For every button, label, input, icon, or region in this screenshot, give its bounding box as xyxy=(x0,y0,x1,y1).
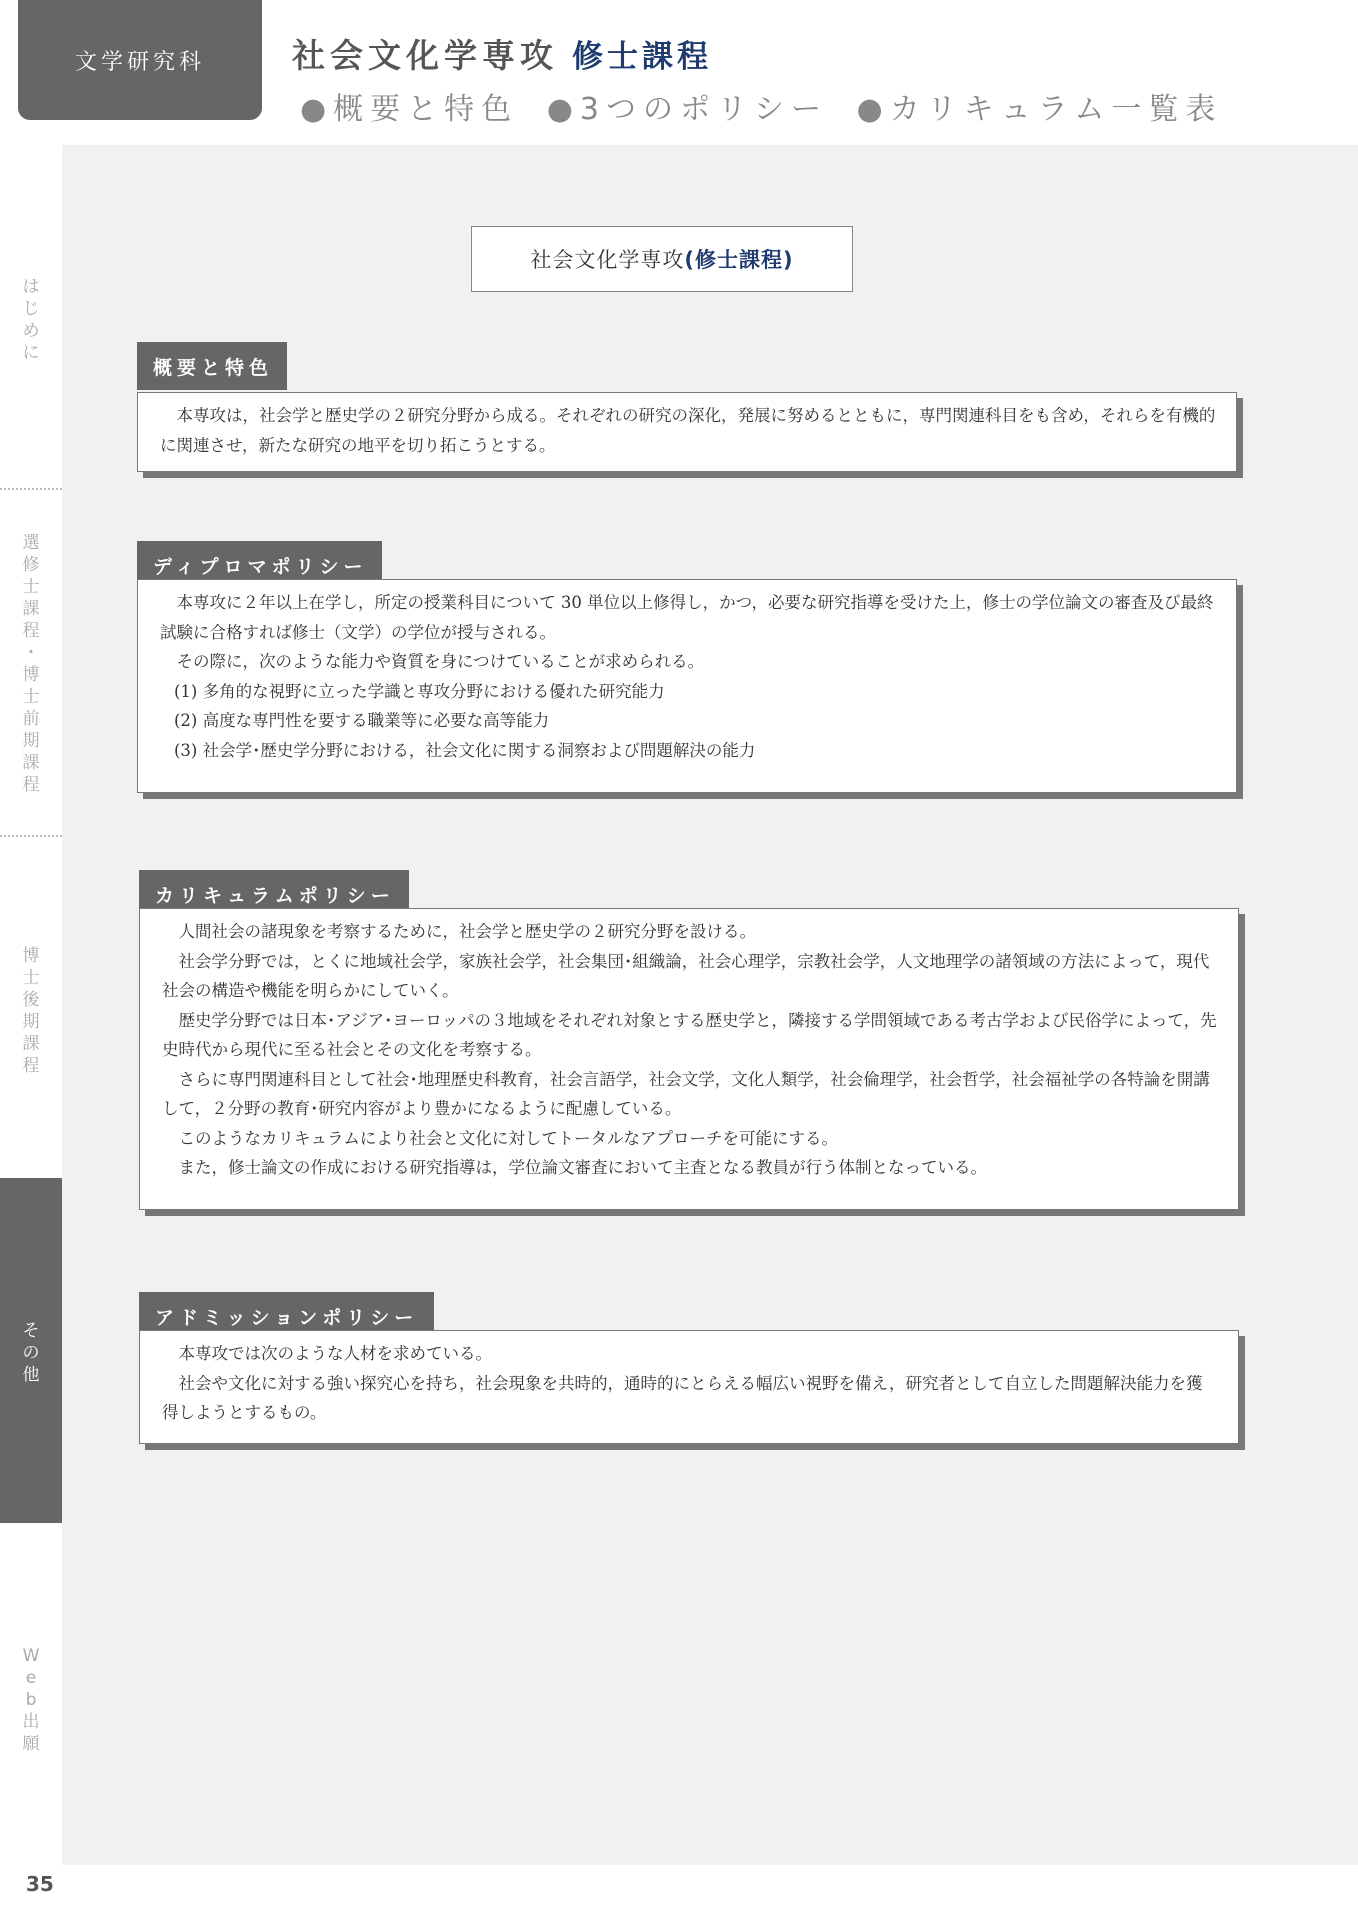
sidebar-char: 博 xyxy=(22,665,40,685)
paragraph: 本専攻に２年以上在学し，所定の授業科目について 30 単位以上修得し，かつ，必要な研究指導を受けた上，修士の学位論文の審査及び最終試験に合格すれば修士（文学）の学位が授与される。 xyxy=(160,593,1214,642)
sidebar-char: 士 xyxy=(22,687,40,707)
sidebar-char: 他 xyxy=(22,1365,40,1385)
section-body xyxy=(139,908,1239,1210)
paragraph: 社会学分野では，とくに地域社会学，家族社会学，社会集団･組織論，社会心理学，宗教社会学，人文地理学の諸領域の方法によって，現代社会の構造や機能を明らかにしていく。 xyxy=(162,951,1210,1000)
sidebar-char: 出 xyxy=(22,1712,40,1732)
nav-link-overview[interactable]: ●概要と特色 xyxy=(300,92,519,127)
sidebar-char: に xyxy=(22,343,40,363)
sidebar-item-other[interactable] xyxy=(0,1320,62,1386)
paragraph: 社会や文化に対する強い探究心を持ち，社会現象を共時的，通時的にとらえる幅広い視野を備え，研究者として自立した問題解決能力を獲得しようとするもの。 xyxy=(162,1373,1203,1422)
sidebar-char: め xyxy=(22,321,40,341)
sidebar-char: 修 xyxy=(22,555,40,575)
sidebar-char: 程 xyxy=(22,775,40,795)
sidebar-char: 期 xyxy=(22,731,40,751)
paragraph: また，修士論文の作成における研究指導は，学位論文審査において主査となる教員が行う体制となっている。 xyxy=(178,1158,987,1177)
paragraph: 歴史学分野では日本･アジア･ヨーロッパの３地域をそれぞれ対象とする歴史学と，隣接する学問領域である考古学および民俗学によって，先史時代から現代に至る社会とその文化を考察する。 xyxy=(162,1010,1217,1059)
section-admission-policy xyxy=(139,1292,1239,1444)
list-item: (1) 多角的な視野に立った学識と専攻分野における優れた研究能力 xyxy=(174,681,665,701)
section-curriculum-policy xyxy=(139,870,1239,1210)
sidebar-char: 士 xyxy=(22,577,40,597)
sidebar-char: そ xyxy=(22,1321,40,1341)
paragraph: 本専攻では次のような人材を求めている。 xyxy=(178,1344,492,1363)
section-heading: カリキュラムポリシー xyxy=(139,870,409,918)
list-item: (2) 高度な専門性を要する職業等に必要な高等能力 xyxy=(174,711,550,730)
sidebar-item-web-application[interactable] xyxy=(0,1645,62,1755)
sidebar-char: e xyxy=(25,1668,37,1688)
sidebar-char: ・ xyxy=(22,643,40,663)
sidebar-char: 課 xyxy=(22,599,40,619)
sidebar-item-masters[interactable] xyxy=(0,532,62,796)
sidebar-char: 程 xyxy=(22,1056,40,1076)
sidebar-item-doctoral[interactable] xyxy=(0,945,62,1077)
sidebar-char: 課 xyxy=(22,1034,40,1054)
sidebar-char: 期 xyxy=(22,1012,40,1032)
list-item: (3) 社会学･歴史学分野における，社会文化に関する洞察および問題解決の能力 xyxy=(174,740,756,760)
sidebar-char: 程 xyxy=(22,621,40,641)
page-number: 35 xyxy=(26,1872,54,1896)
section-nav xyxy=(300,84,1234,128)
section-heading: アドミッションポリシー xyxy=(139,1292,434,1340)
sidebar-char: 士 xyxy=(22,968,40,988)
sidebar-char: b xyxy=(25,1690,37,1710)
sidebar-char: 課 xyxy=(22,753,40,773)
nav-link-curriculum[interactable]: ●カリキュラム一覧表 xyxy=(856,92,1223,127)
sidebar-char: 選 xyxy=(22,533,40,553)
sidebar-divider xyxy=(0,488,62,490)
section-body xyxy=(139,1330,1239,1444)
sidebar-char: は xyxy=(22,277,40,297)
page-title xyxy=(292,30,712,77)
paragraph: さらに専門関連科目として社会･地理歴史科教育，社会言語学，社会文学，文化人類学，社会倫理学，社会哲学，社会福祉学の各特論を開講して，２分野の教育･研究内容がより豊かになるように配慮している。 xyxy=(162,1069,1210,1118)
course-title-box xyxy=(471,226,853,292)
sidebar-char: 博 xyxy=(22,946,40,966)
sidebar-divider xyxy=(0,835,62,837)
department-tab: 文学研究科 xyxy=(18,0,262,120)
sidebar-char: 前 xyxy=(22,709,40,729)
sidebar-char: W xyxy=(22,1646,40,1666)
sidebar-char: 願 xyxy=(22,1734,40,1754)
sidebar-char: 後 xyxy=(22,990,40,1010)
sidebar-char: の xyxy=(22,1343,40,1363)
section-body xyxy=(137,579,1237,793)
degree-title: 修士課程 xyxy=(572,39,712,75)
course-degree: (修士課程) xyxy=(684,248,794,272)
section-heading: ディプロマポリシー xyxy=(137,541,382,589)
section-heading: 概要と特色 xyxy=(137,342,287,390)
paragraph: その際に，次のような能力や資質を身につけていることが求められる。 xyxy=(176,652,705,671)
major-title: 社会文化学専攻 xyxy=(292,36,558,75)
paragraph: 人間社会の諸現象を考察するために，社会学と歴史学の２研究分野を設ける。 xyxy=(178,922,756,941)
section-body xyxy=(137,392,1237,472)
paragraph: 本専攻は，社会学と歴史学の２研究分野から成る。それぞれの研究の深化，発展に努めるとともに，専門関連科目をも含め，それらを有機的に関連させ，新たな研究の地平を切り拓こうとする。 xyxy=(160,406,1216,455)
course-name: 社会文化学専攻 xyxy=(530,248,685,272)
paragraph: このようなカリキュラムにより社会と文化に対してトータルなアプローチを可能にする。 xyxy=(178,1128,839,1148)
sidebar-char: じ xyxy=(22,299,40,319)
section-overview xyxy=(137,342,1237,472)
section-diploma-policy xyxy=(137,541,1237,793)
nav-link-policies[interactable]: ●3つのポリシー xyxy=(546,92,828,127)
sidebar-item-intro[interactable] xyxy=(0,276,62,364)
